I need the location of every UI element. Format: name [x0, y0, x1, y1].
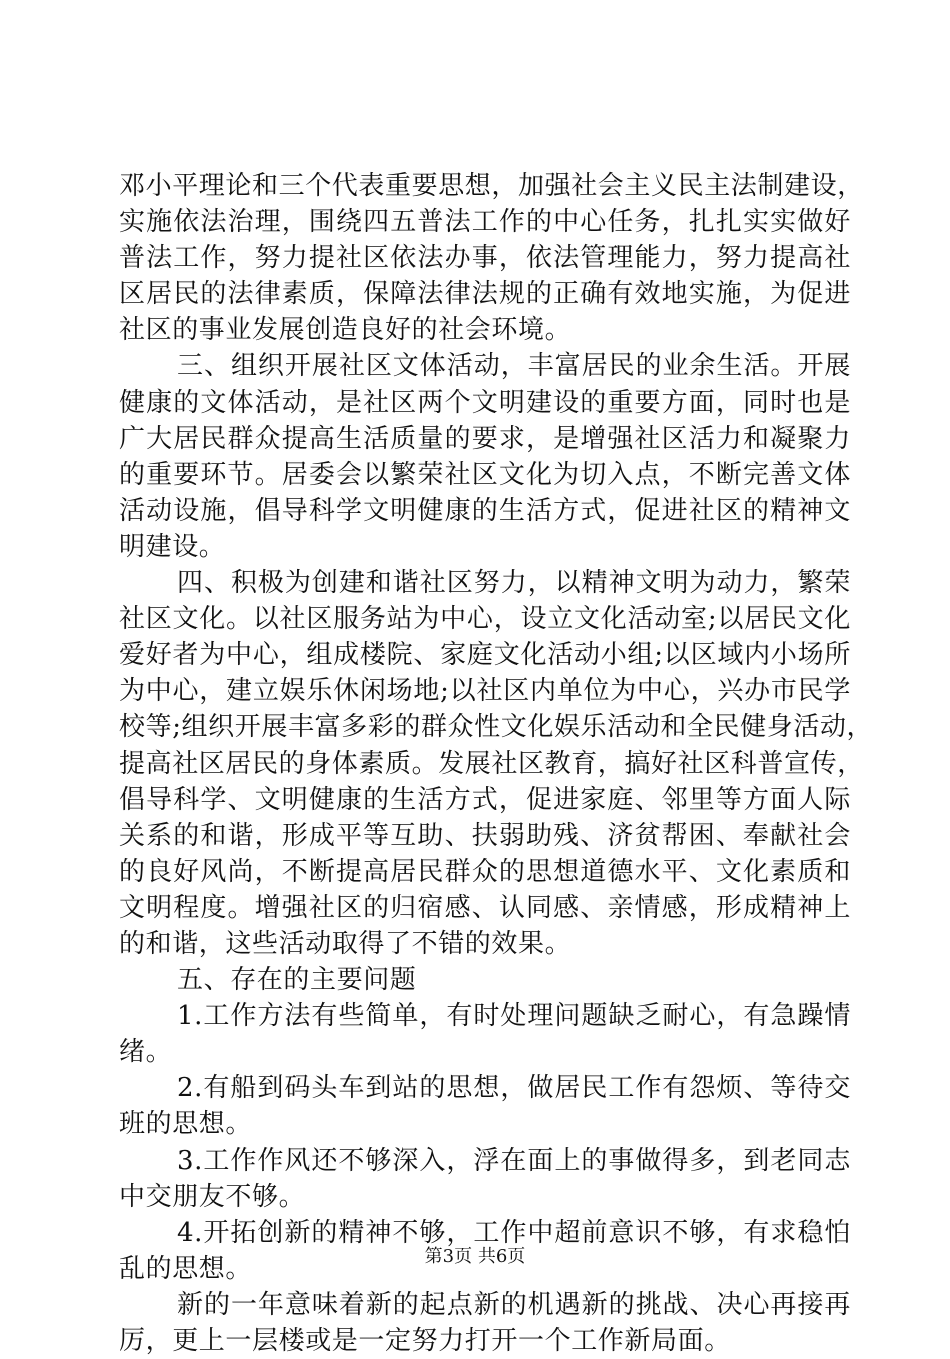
- text-line: 为中心，建立娱乐休闲场地;以社区内单位为中心，兴办市民学: [119, 676, 851, 707]
- text-line: 社区的事业发展创造良好的社会环境。: [119, 315, 572, 346]
- text-line: 绪。: [119, 1037, 173, 1068]
- text-line: 3.工作作风还不够深入，浮在面上的事做得多，到老同志: [177, 1145, 851, 1176]
- text-line: 1.工作方法有些简单，有时处理问题缺乏耐心，有急躁情: [177, 1001, 851, 1032]
- document-body: [119, 168, 874, 1359]
- text-line: 班的思想。: [119, 1109, 253, 1140]
- text-line: 健康的文体活动，是社区两个文明建设的重要方面，同时也是: [119, 387, 851, 418]
- text-line: 文明程度。增强社区的归宿感、认同感、亲情感，形成精神上: [119, 892, 851, 923]
- text-line: 校等;组织开展丰富多彩的群众性文化娱乐活动和全民健身活动，: [119, 712, 874, 743]
- text-line: 实施依法治理，围绕四五普法工作的中心任务，扎扎实实做好: [119, 207, 851, 238]
- text-line: 三、组织开展社区文体活动，丰富居民的业余生活。开展: [177, 351, 851, 382]
- text-line: 区居民的法律素质，保障法律法规的正确有效地实施，为促进: [119, 279, 851, 310]
- text-line: 乱的思想。: [119, 1253, 253, 1284]
- text-line: 厉，更上一层楼或是一定努力打开一个工作新局面。: [119, 1326, 731, 1356]
- text-line: 四、积极为创建和谐社区努力，以精神文明为动力，繁荣: [177, 568, 851, 599]
- page-footer: 第3页 共6页: [424, 1246, 526, 1267]
- text-line: 普法工作，努力提社区依法办事，依法管理能力，努力提高社: [119, 243, 851, 274]
- text-line: 的和谐，这些活动取得了不错的效果。: [119, 928, 572, 959]
- text-line: 社区文化。以社区服务站为中心，设立文化活动室;以居民文化: [119, 604, 851, 635]
- text-line: 新的一年意味着新的起点新的机遇新的挑战、决心再接再: [177, 1289, 851, 1320]
- text-line: 2.有船到码头车到站的思想，做居民工作有怨烦、等待交: [177, 1073, 851, 1104]
- text-line: 中交朋友不够。: [119, 1181, 306, 1212]
- text-line: 爱好者为中心，组成楼院、家庭文化活动小组;以区域内小场所: [119, 640, 851, 671]
- text-line: 活动设施，倡导科学文明健康的生活方式，促进社区的精神文: [119, 495, 851, 526]
- text-line: 明建设。: [119, 531, 226, 562]
- text-line: 提高社区居民的身体素质。发展社区教育，搞好社区科普宣传，: [119, 748, 864, 779]
- text-line: 4.开拓创新的精神不够，工作中超前意识不够，有求稳怕: [177, 1217, 851, 1248]
- text-line: 的良好风尚，不断提高居民群众的思想道德水平、文化素质和: [119, 856, 851, 887]
- text-line: 关系的和谐，形成平等互助、扶弱助残、济贫帮困、奉献社会: [119, 820, 851, 851]
- text-line: 倡导科学、文明健康的生活方式，促进家庭、邻里等方面人际: [119, 784, 851, 815]
- text-line: 五、存在的主要问题: [177, 965, 417, 996]
- text-line: 邓小平理论和三个代表重要思想，加强社会主义民主法制建设，: [119, 171, 864, 201]
- text-line: 的重要环节。居委会以繁荣社区文化为切入点，不断完善文体: [119, 459, 851, 490]
- text-line: 广大居民群众提高生活质量的要求，是增强社区活力和凝聚力: [119, 423, 851, 454]
